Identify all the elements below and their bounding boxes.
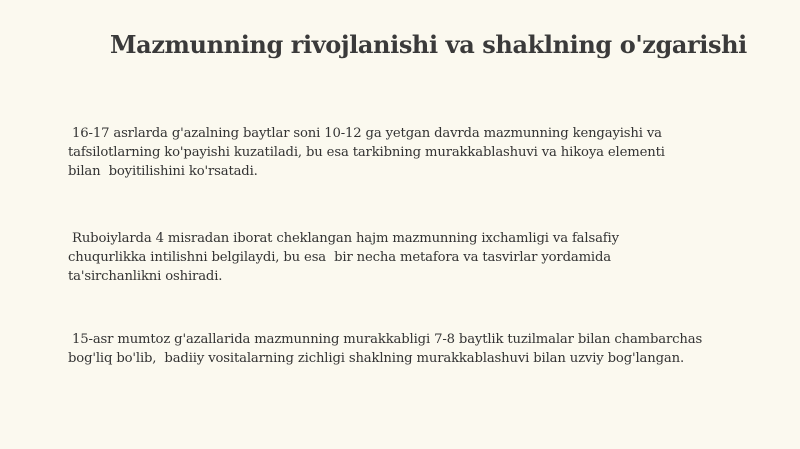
slide-title: Mazmunning rivojlanishi va shaklning o'zgarishi [110,30,747,59]
paragraph-line: bog'liq bo'lib, badiiy vositalarning zichligi shaklning murakkablashuvi bilan uzviy bog'langan. [68,351,684,366]
paragraph-line: 15-asr mumtoz g'azallarida mazmunning murakkabligi 7-8 baytlik tuzilmalar bilan chambarchas [68,332,703,347]
paragraph-line: 16-17 asrlarda g'azalning baytlar soni 10-12 ga yetgan davrda mazmunning kengayishi va [68,126,662,141]
paragraph-baytlar-soni [68,124,768,181]
paragraph-line: tafsilotlarning ko'payishi kuzatiladi, bu esa tarkibning murakkablashuvi va hikoya elementi [68,145,665,160]
paragraph-line: bilan boyitilishini ko'rsatadi. [68,164,258,179]
paragraph-ruboiylar [68,229,768,286]
paragraph-line: Ruboiylarda 4 misradan iborat cheklangan hajm mazmunning ixchamligi va falsafiy [68,231,619,246]
paragraph-line: chuqurlikka intilishni belgilaydi, bu esa bir necha metafora va tasvirlar yordamida [68,250,611,265]
paragraph-line: ta'sirchanlikni oshiradi. [68,269,223,284]
paragraph-mumtoz-gazallar [68,330,768,368]
